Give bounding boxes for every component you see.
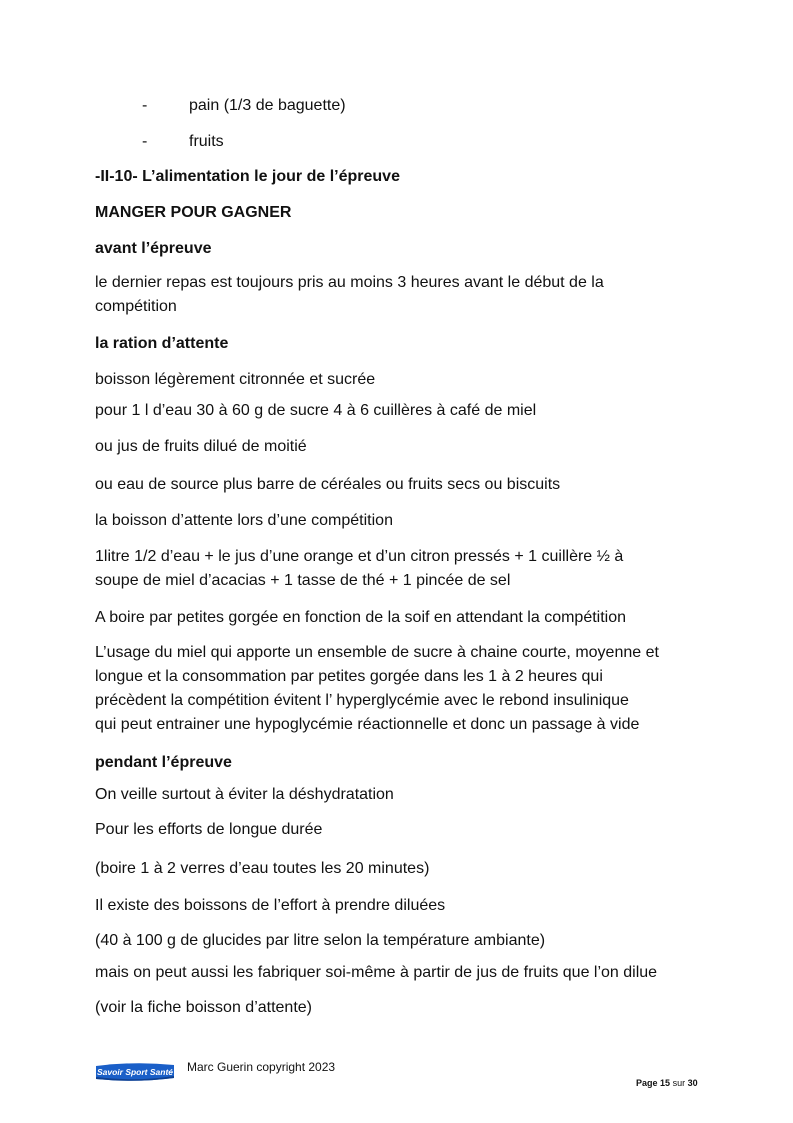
text-line: On veille surtout à éviter la déshydratation bbox=[95, 786, 394, 803]
text-line: mais on peut aussi les fabriquer soi-même à partir de jus de fruits que l’on dilue bbox=[95, 964, 658, 981]
subheading-before: avant l’épreuve bbox=[95, 240, 212, 257]
page-separator: sur bbox=[672, 1078, 686, 1088]
paragraph-line: qui peut entrainer une hypoglycémie réactionnelle et donc un passage à vide bbox=[95, 716, 640, 733]
text-line: pour 1 l d’eau 30 à 60 g de sucre 4 à 6 cuillères à café de miel bbox=[95, 402, 537, 419]
page-total: 30 bbox=[687, 1078, 698, 1088]
before-paragraph bbox=[95, 271, 604, 319]
bullet-dash: - bbox=[142, 97, 148, 114]
bullet-dash: - bbox=[142, 133, 148, 150]
text-line: (40 à 100 g de glucides par litre selon la température ambiante) bbox=[95, 932, 546, 949]
page-current: 15 bbox=[660, 1078, 671, 1088]
footer-copyright: Marc Guerin copyright 2023 bbox=[187, 1060, 336, 1074]
text-line: ou jus de fruits dilué de moitié bbox=[95, 438, 307, 455]
honey-paragraph bbox=[95, 641, 659, 737]
logo-text: Savoir Sport Santé bbox=[96, 1067, 174, 1077]
paragraph-line: précèdent la compétition évitent l’ hyperglycémie avec le rebond insulinique bbox=[95, 692, 629, 709]
subheading-waiting: la ration d’attente bbox=[95, 335, 229, 352]
page-number bbox=[636, 1077, 698, 1089]
paragraph-line: compétition bbox=[95, 298, 177, 315]
main-heading: MANGER POUR GAGNER bbox=[95, 204, 292, 221]
section-heading: -II-10- L’alimentation le jour de l’épreuve bbox=[95, 168, 400, 185]
paragraph-line: L’usage du miel qui apporte un ensemble de sucre à chaine courte, moyenne et bbox=[95, 644, 659, 661]
paragraph-line: longue et la consommation par petites gorgée dans les 1 à 2 heures qui bbox=[95, 668, 603, 685]
text-line: Pour les efforts de longue durée bbox=[95, 821, 323, 838]
text-line: Il existe des boissons de l’effort à prendre diluées bbox=[95, 897, 446, 914]
text-line: A boire par petites gorgée en fonction de la soif en attendant la compétition bbox=[95, 609, 627, 626]
text-line: (voir la fiche boisson d’attente) bbox=[95, 999, 312, 1016]
paragraph-line: le dernier repas est toujours pris au moins 3 heures avant le début de la bbox=[95, 274, 604, 291]
subheading-during: pendant l’épreuve bbox=[95, 754, 232, 771]
paragraph-line: soupe de miel d’acacias + 1 tasse de thé + 1 pincée de sel bbox=[95, 572, 511, 589]
text-line: boisson légèrement citronnée et sucrée bbox=[95, 371, 376, 388]
bullet-text: pain (1/3 de baguette) bbox=[189, 97, 346, 114]
text-line: la boisson d’attente lors d’une compétition bbox=[95, 512, 393, 529]
savoir-sport-sante-logo bbox=[94, 1062, 176, 1082]
text-line: (boire 1 à 2 verres d’eau toutes les 20 minutes) bbox=[95, 860, 430, 877]
paragraph-line: 1litre 1/2 d’eau + le jus d’une orange et d’un citron pressés + 1 cuillère ½ à bbox=[95, 548, 624, 565]
bullet-text: fruits bbox=[189, 133, 224, 150]
text-line: ou eau de source plus barre de céréales ou fruits secs ou biscuits bbox=[95, 476, 561, 493]
page-label: Page bbox=[636, 1078, 658, 1088]
recipe-paragraph bbox=[95, 545, 623, 593]
